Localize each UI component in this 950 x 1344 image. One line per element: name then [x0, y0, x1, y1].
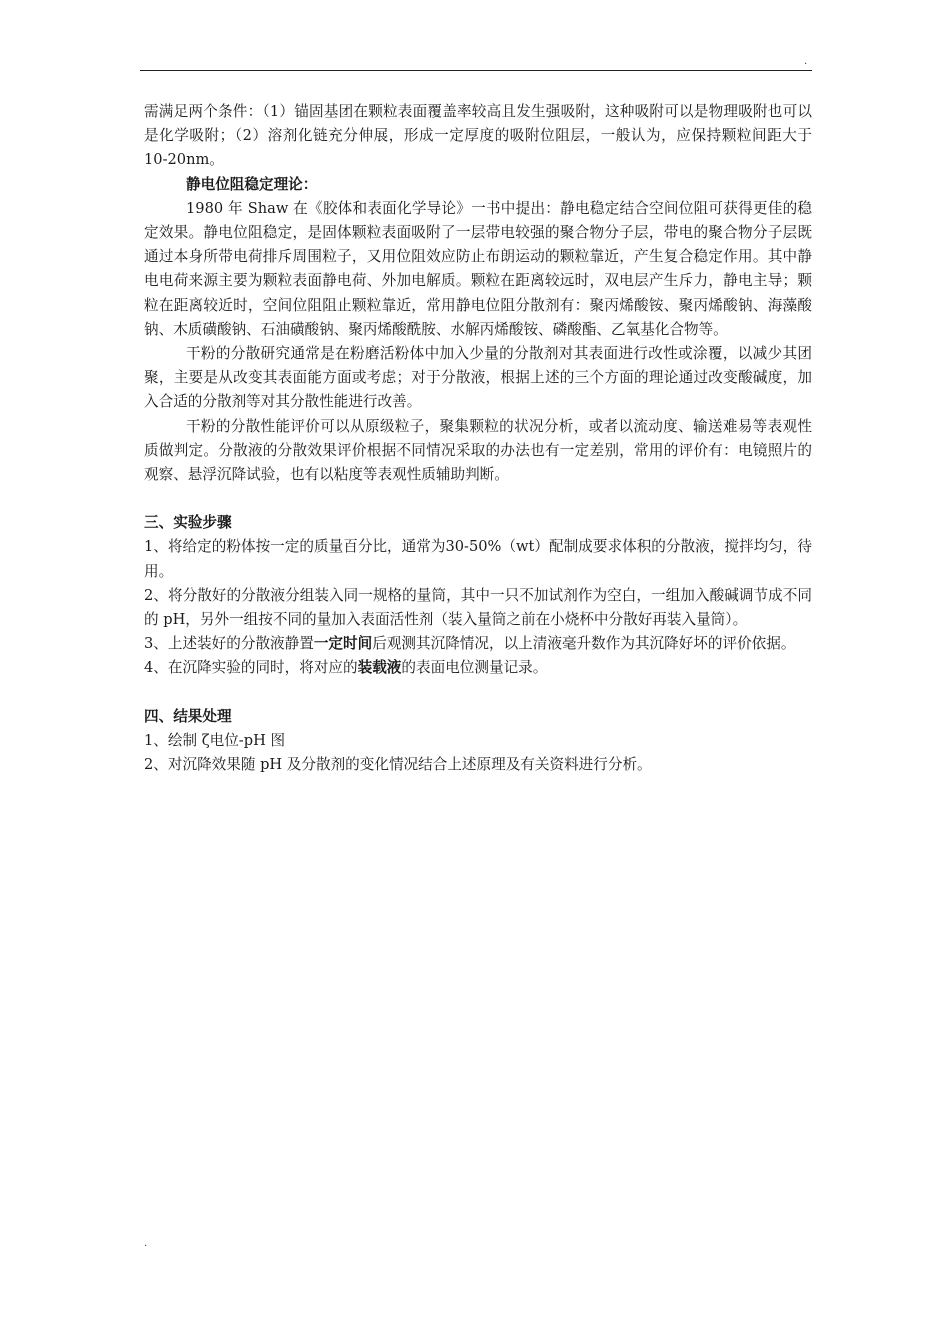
theory-paragraph-3: 干粉的分散性能评价可以从原级粒子，聚集颗粒的状况分析，或者以流动度、输送难易等表观性质做判定。分散液的分散效果评价根据不同情况采取的办法也有一定差别，常用的评价有：电镜照片的观察、悬浮沉降试验，也有以粘度等表观性质辅助判断。: [144, 417, 812, 484]
step-item-4-emphasis: 装载液: [357, 659, 402, 677]
header-mark: .: [804, 56, 808, 67]
header-rule: [140, 70, 812, 71]
intro-paragraph: 需满足两个条件：（1）锚固基团在颗粒表面覆盖率较高且发生强吸附，这种吸附可以是物理吸附也可以是化学吸附；（2）溶剂化链充分伸展，形成一定厚度的吸附位阻层，一般认为，应保持颗粒间距大于 10-20nm。: [144, 103, 812, 169]
step-item-4-after: 的表面电位测量记录。: [401, 659, 548, 677]
footer-mark: .: [144, 1238, 148, 1249]
step-item-1: 1、将给定的粉体按一定的质量百分比，通常为30-50%（wt）配制成要求体积的分散液，搅拌均匀，待用。: [144, 538, 812, 580]
steps-title: 三、实验步骤: [144, 514, 232, 532]
theory-paragraph-1: 1980 年 Shaw 在《胶体和表面化学导论》一书中提出：静电稳定结合空间位阻可获得更佳的稳定效果。静电位阻稳定，是固体颗粒表面吸附了一层带电较强的聚合物分子层，带电的聚合物分子层既通过本身所带电荷排斥周围粒子，又用位阻效应防止布朗运动的颗粒靠近，产生复合稳定作用。其中静电电荷来源主要为颗粒表面静电荷、外加电解质。颗粒在距离较远时，双电层产生斥力，静电主导；颗粒在距离较近时，空间位阻阻止颗粒靠近，常用静电位阻分散剂有：聚丙烯酸铵、聚丙烯酸钠、海藻酸钠、木质磺酸钠、石油磺酸钠、聚丙烯酸酰胺、水解丙烯酸铵、磷酸酯、乙氧基化合物等。: [144, 199, 812, 338]
theory-paragraph-2: 干粉的分散研究通常是在粉磨活粉体中加入少量的分散剂对其表面进行改性或涂覆，以减少其团聚，主要是从改变其表面能方面或考虑；对于分散液，根据上述的三个方面的理论通过改变酸碱度，加入合适的分散剂等对其分散性能进行改善。: [144, 345, 812, 411]
section-gap: [144, 681, 812, 705]
result-item-1: 1、绘制 ζ电位-pH 图: [144, 731, 286, 749]
step-item-3-after: 后观测其沉降情况，以上清液毫升数作为其沉降好坏的评价依据。: [372, 635, 796, 653]
step-item-3: [144, 632, 812, 656]
document-body: [144, 100, 812, 777]
step-item-4-before: 4、在沉降实验的同时，将对应的: [144, 659, 358, 677]
step-item-3-before: 3、上述装好的分散液静置: [144, 635, 314, 653]
step-item-3-emphasis: 一定时间: [313, 635, 373, 653]
theory-heading: 静电位阻稳定理论：: [186, 175, 318, 193]
step-item-2: 2、将分散好的分散液分组装入同一规格的量筒，其中一只不加试剂作为空白，一组加入酸碱调节成不同的 pH，另外一组按不同的量加入表面活性剂（装入量筒之前在小烧杯中分散好再装入量筒）。: [144, 586, 812, 629]
result-item-2: 2、对沉降效果随 pH 及分散剂的变化情况结合上述原理及有关资料进行分析。: [144, 756, 652, 774]
section-gap: [144, 487, 812, 511]
results-title: 四、结果处理: [144, 707, 232, 725]
step-item-4: [144, 656, 812, 680]
